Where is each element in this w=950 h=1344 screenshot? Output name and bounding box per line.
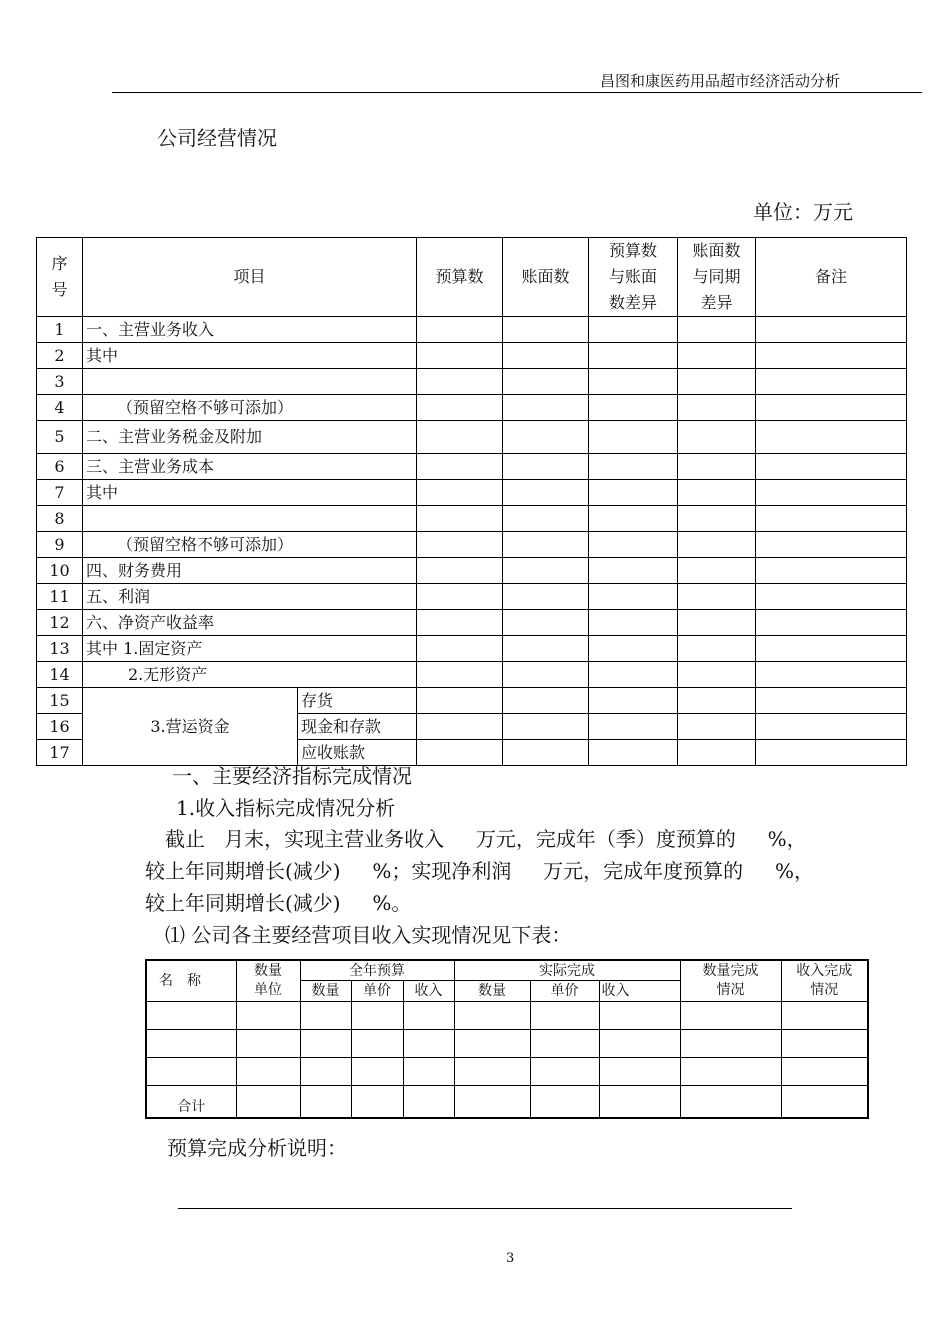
table-row xyxy=(37,532,907,558)
document-header-title: 昌图和康医药用品超市经济活动分析 xyxy=(599,72,840,90)
cell-income-completion[interactable] xyxy=(781,1058,868,1086)
cell-budget-qty[interactable] xyxy=(300,1086,351,1119)
cell-budget-diff[interactable] xyxy=(589,636,678,662)
unit-label: 单位：万元 xyxy=(753,200,853,224)
cell-budget-price[interactable] xyxy=(351,1002,403,1030)
cell-qty-completion[interactable] xyxy=(680,1058,781,1086)
cell-actual-income[interactable] xyxy=(599,1086,680,1119)
cell-budget[interactable] xyxy=(417,610,503,636)
cell-budget-income[interactable] xyxy=(403,1086,454,1119)
cell-book[interactable] xyxy=(503,558,589,584)
cell-yoy-diff[interactable] xyxy=(678,480,756,506)
table-row xyxy=(37,369,907,395)
cell-qty-unit[interactable] xyxy=(236,1086,300,1119)
cell-book[interactable] xyxy=(503,714,589,740)
paragraph-line: 较上年同期增长(减少) %；实现净利润 万元，完成年度预算的 %， xyxy=(145,859,814,883)
row-item: （预留空格不够可添加） xyxy=(83,532,417,558)
paragraph-line: 较上年同期增长(减少) %。 xyxy=(145,891,412,915)
cell-yoy-diff[interactable] xyxy=(678,584,756,610)
cell-note[interactable] xyxy=(756,454,907,480)
cell-note[interactable] xyxy=(756,317,907,343)
cell-book[interactable] xyxy=(503,421,589,454)
row-seq: 9 xyxy=(37,532,83,558)
cell-yoy-diff[interactable] xyxy=(678,506,756,532)
row-seq: 2 xyxy=(37,343,83,369)
cell-book[interactable] xyxy=(503,506,589,532)
cell-budget[interactable] xyxy=(417,480,503,506)
cell-book[interactable] xyxy=(503,662,589,688)
cell-note[interactable] xyxy=(756,740,907,766)
row-seq: 10 xyxy=(37,558,83,584)
cell-yoy-diff[interactable] xyxy=(678,610,756,636)
cell-note[interactable] xyxy=(756,688,907,714)
heading-income-analysis: 1.收入指标完成情况分析 xyxy=(176,796,396,820)
header-actual-price: 单价 xyxy=(530,981,599,1002)
header-qty-completion: 数量完成情况 xyxy=(680,960,781,1002)
cell-actual-price[interactable] xyxy=(530,1058,599,1086)
header-rule xyxy=(112,92,922,93)
row-seq: 17 xyxy=(37,740,83,766)
cell-yoy-diff[interactable] xyxy=(678,558,756,584)
cell-yoy-diff[interactable] xyxy=(678,662,756,688)
cell-budget-price[interactable] xyxy=(351,1058,403,1086)
cell-actual-qty[interactable] xyxy=(454,1030,530,1058)
cell-budget-price[interactable] xyxy=(351,1030,403,1058)
cell-budget-diff[interactable] xyxy=(589,662,678,688)
row-item[interactable] xyxy=(83,506,417,532)
cell-budget-qty[interactable] xyxy=(300,1030,351,1058)
cell-income-completion[interactable] xyxy=(781,1086,868,1119)
cell-qty-completion[interactable] xyxy=(680,1002,781,1030)
cell-income-completion[interactable] xyxy=(781,1002,868,1030)
cell-budget[interactable] xyxy=(417,532,503,558)
row-item: 其中 1.固定资产 xyxy=(83,636,417,662)
row-item: 其中 xyxy=(83,480,417,506)
cell-actual-qty[interactable] xyxy=(454,1086,530,1119)
header-budget-diff: 预算数与账面数差异 xyxy=(589,238,678,317)
table-row xyxy=(37,454,907,480)
heading-main-indicators: 一、主要经济指标完成情况 xyxy=(172,764,412,788)
cell-note[interactable] xyxy=(756,662,907,688)
header-seq: 序号 xyxy=(37,238,83,317)
cell-budget[interactable] xyxy=(417,317,503,343)
cell-note[interactable] xyxy=(756,506,907,532)
table-total-row xyxy=(146,1086,868,1119)
cell-income-completion[interactable] xyxy=(781,1030,868,1058)
cell-actual-qty[interactable] xyxy=(454,1002,530,1030)
header-actual: 实际完成 xyxy=(454,960,680,981)
table-row xyxy=(37,610,907,636)
cell-yoy-diff[interactable] xyxy=(678,532,756,558)
row-seq: 1 xyxy=(37,317,83,343)
cell-budget-diff[interactable] xyxy=(589,317,678,343)
row-seq: 4 xyxy=(37,395,83,421)
cell-book[interactable] xyxy=(503,395,589,421)
cell-note[interactable] xyxy=(756,480,907,506)
header-actual-income: 收入 xyxy=(599,981,680,1002)
cell-budget-diff[interactable] xyxy=(589,584,678,610)
cell-budget-diff[interactable] xyxy=(589,532,678,558)
cell-note[interactable] xyxy=(756,421,907,454)
cell-book[interactable] xyxy=(503,688,589,714)
cell-budget[interactable] xyxy=(417,740,503,766)
cell-note[interactable] xyxy=(756,395,907,421)
cell-note[interactable] xyxy=(756,532,907,558)
cell-yoy-diff[interactable] xyxy=(678,636,756,662)
row-seq: 3 xyxy=(37,369,83,395)
table-row xyxy=(37,506,907,532)
cell-budget[interactable] xyxy=(417,584,503,610)
cell-book[interactable] xyxy=(503,369,589,395)
cell-budget-diff[interactable] xyxy=(589,369,678,395)
cell-book[interactable] xyxy=(503,480,589,506)
header-yoy-diff: 账面数与同期差异 xyxy=(678,238,756,317)
header-actual-qty: 数量 xyxy=(454,981,530,1002)
cell-note[interactable] xyxy=(756,610,907,636)
row-seq: 11 xyxy=(37,584,83,610)
table-row xyxy=(146,1002,868,1030)
cell-yoy-diff[interactable] xyxy=(678,454,756,480)
row-item: 2.无形资产 xyxy=(83,662,417,688)
header-item: 项目 xyxy=(83,238,417,317)
cell-note[interactable] xyxy=(756,558,907,584)
header-budget-income: 收入 xyxy=(403,981,454,1002)
cell-budget-qty[interactable] xyxy=(300,1002,351,1030)
cell-yoy-diff[interactable] xyxy=(678,714,756,740)
row-item: 三、主营业务成本 xyxy=(83,454,417,480)
row-seq: 12 xyxy=(37,610,83,636)
section-title: 公司经营情况 xyxy=(157,126,277,150)
table-row xyxy=(146,1030,868,1058)
paragraph-line: 截止 月末，实现主营业务收入 万元，完成年（季）度预算的 %， xyxy=(165,827,807,851)
header-qty-unit: 数量单位 xyxy=(236,960,300,1002)
table-row xyxy=(37,688,907,714)
cell-qty-completion[interactable] xyxy=(680,1030,781,1058)
row-seq: 8 xyxy=(37,506,83,532)
row-seq: 13 xyxy=(37,636,83,662)
cell-budget[interactable] xyxy=(417,714,503,740)
header-income-completion: 收入完成情况 xyxy=(781,960,868,1002)
header-budget-price: 单价 xyxy=(351,981,403,1002)
cell-actual-qty[interactable] xyxy=(454,1058,530,1086)
cell-budget-diff[interactable] xyxy=(589,714,678,740)
row-item[interactable] xyxy=(83,369,417,395)
table-row xyxy=(37,480,907,506)
cell-note[interactable] xyxy=(756,714,907,740)
cell-yoy-diff[interactable] xyxy=(678,317,756,343)
cell-budget-diff[interactable] xyxy=(589,454,678,480)
fill-in-line[interactable] xyxy=(178,1208,792,1209)
cell-budget-diff[interactable] xyxy=(589,480,678,506)
income-items-table xyxy=(145,959,869,1119)
cell-qty-unit[interactable] xyxy=(236,1058,300,1086)
row-item: 六、净资产收益率 xyxy=(83,610,417,636)
cell-budget-diff[interactable] xyxy=(589,740,678,766)
row-seq: 7 xyxy=(37,480,83,506)
cell-budget-diff[interactable] xyxy=(589,688,678,714)
cell-budget-diff[interactable] xyxy=(589,610,678,636)
cell-name[interactable] xyxy=(146,1030,236,1058)
cell-budget[interactable] xyxy=(417,688,503,714)
row-subitem: 现金和存款 xyxy=(298,714,417,740)
header-book: 账面数 xyxy=(503,238,589,317)
cell-budget[interactable] xyxy=(417,662,503,688)
cell-qty-unit[interactable] xyxy=(236,1002,300,1030)
cell-budget[interactable] xyxy=(417,636,503,662)
cell-book[interactable] xyxy=(503,343,589,369)
table-header-row xyxy=(146,960,868,981)
row-item: 其中 xyxy=(83,343,417,369)
cell-budget-diff[interactable] xyxy=(589,558,678,584)
cell-actual-price[interactable] xyxy=(530,1002,599,1030)
cell-qty-completion[interactable] xyxy=(680,1086,781,1119)
cell-name[interactable] xyxy=(146,1002,236,1030)
cell-budget[interactable] xyxy=(417,506,503,532)
cell-budget-diff[interactable] xyxy=(589,343,678,369)
table-header-row xyxy=(37,238,907,317)
cell-budget-diff[interactable] xyxy=(589,395,678,421)
row-seq: 15 xyxy=(37,688,83,714)
cell-budget-qty[interactable] xyxy=(300,1058,351,1086)
cell-budget[interactable] xyxy=(417,343,503,369)
cell-book[interactable] xyxy=(503,636,589,662)
table-row xyxy=(37,558,907,584)
cell-yoy-diff[interactable] xyxy=(678,688,756,714)
cell-note[interactable] xyxy=(756,636,907,662)
row-item: 二、主营业务税金及附加 xyxy=(83,421,417,454)
header-budget: 预算数 xyxy=(417,238,503,317)
cell-budget-price[interactable] xyxy=(351,1086,403,1119)
cell-note[interactable] xyxy=(756,343,907,369)
cell-book[interactable] xyxy=(503,610,589,636)
header-name: 名 称 xyxy=(146,960,236,1002)
cell-yoy-diff[interactable] xyxy=(678,343,756,369)
table-row xyxy=(146,1058,868,1086)
table-row xyxy=(37,395,907,421)
table-row xyxy=(37,421,907,454)
cell-book[interactable] xyxy=(503,584,589,610)
cell-actual-price[interactable] xyxy=(530,1030,599,1058)
cell-yoy-diff[interactable] xyxy=(678,395,756,421)
table-row xyxy=(37,343,907,369)
row-seq: 16 xyxy=(37,714,83,740)
cell-book[interactable] xyxy=(503,454,589,480)
row-seq: 5 xyxy=(37,421,83,454)
row-item: 四、财务费用 xyxy=(83,558,417,584)
row-seq: 6 xyxy=(37,454,83,480)
cell-name[interactable] xyxy=(146,1058,236,1086)
cell-yoy-diff[interactable] xyxy=(678,740,756,766)
cell-budget-diff[interactable] xyxy=(589,506,678,532)
cell-budget[interactable] xyxy=(417,454,503,480)
table-row xyxy=(37,584,907,610)
cell-budget-income[interactable] xyxy=(403,1030,454,1058)
table-row xyxy=(37,636,907,662)
page-number: 3 xyxy=(506,1251,515,1266)
cell-yoy-diff[interactable] xyxy=(678,369,756,395)
cell-budget[interactable] xyxy=(417,558,503,584)
cell-budget[interactable] xyxy=(417,369,503,395)
cell-budget-income[interactable] xyxy=(403,1002,454,1030)
cell-budget-diff[interactable] xyxy=(589,421,678,454)
cell-actual-price[interactable] xyxy=(530,1086,599,1119)
row-item: （预留空格不够可添加） xyxy=(83,395,417,421)
cell-qty-unit[interactable] xyxy=(236,1030,300,1058)
header-note: 备注 xyxy=(756,238,907,317)
working-capital-label: 3.营运资金 xyxy=(83,688,298,766)
row-item: 一、主营业务收入 xyxy=(83,317,417,343)
cell-budget[interactable] xyxy=(417,421,503,454)
cell-actual-income[interactable] xyxy=(599,1002,680,1030)
operations-table xyxy=(36,237,907,766)
row-item: 五、利润 xyxy=(83,584,417,610)
cell-budget-income[interactable] xyxy=(403,1058,454,1086)
cell-note[interactable] xyxy=(756,584,907,610)
budget-analysis-label: 预算完成分析说明： xyxy=(167,1136,347,1160)
header-annual-budget: 全年预算 xyxy=(300,960,454,981)
heading-income-table: ⑴ 公司各主要经营项目收入实现情况见下表： xyxy=(165,923,572,947)
total-label: 合计 xyxy=(146,1086,236,1119)
cell-book[interactable] xyxy=(503,317,589,343)
row-subitem: 存货 xyxy=(298,688,417,714)
cell-actual-income[interactable] xyxy=(599,1058,680,1086)
cell-book[interactable] xyxy=(503,740,589,766)
cell-book[interactable] xyxy=(503,532,589,558)
table-row xyxy=(37,662,907,688)
table-row xyxy=(37,317,907,343)
cell-yoy-diff[interactable] xyxy=(678,421,756,454)
row-seq: 14 xyxy=(37,662,83,688)
cell-actual-income[interactable] xyxy=(599,1030,680,1058)
header-budget-qty: 数量 xyxy=(300,981,351,1002)
row-subitem: 应收账款 xyxy=(298,740,417,766)
cell-note[interactable] xyxy=(756,369,907,395)
cell-budget[interactable] xyxy=(417,395,503,421)
